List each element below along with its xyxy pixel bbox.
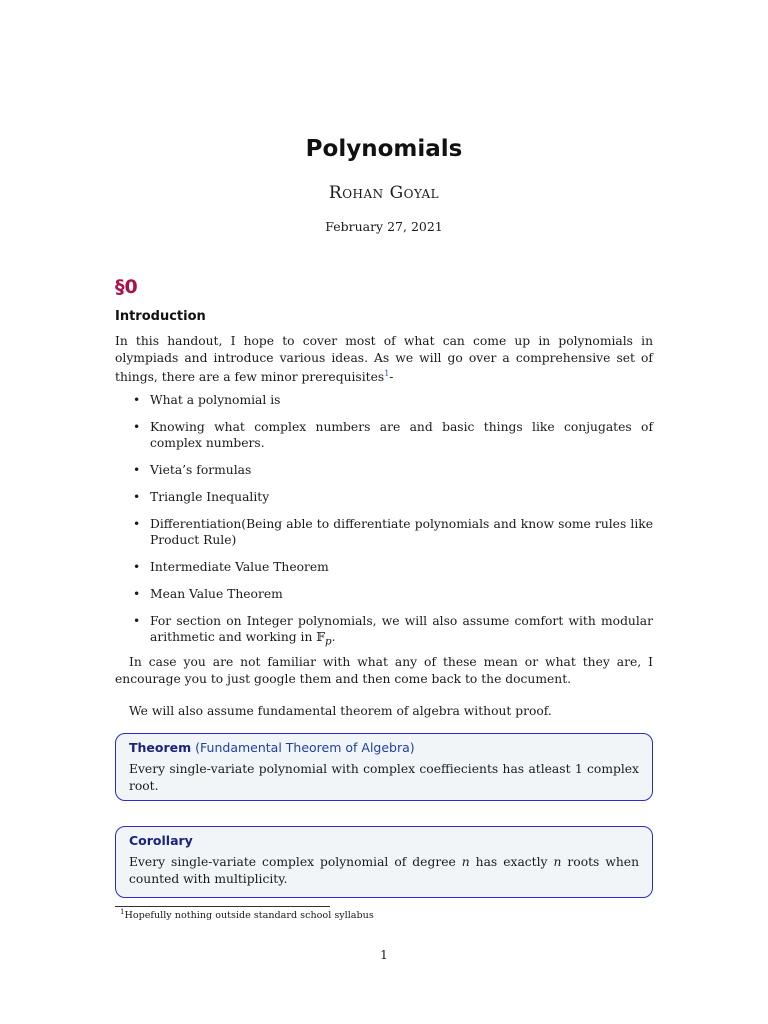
corollary-text bbox=[116, 851, 652, 887]
list-item: • Differentiation(Being able to differentiate polynomials and know some rules like Product Rule) bbox=[115, 516, 653, 549]
list-item: • Intermediate Value Theorem bbox=[115, 559, 653, 576]
list-item-end: . bbox=[331, 630, 336, 645]
author-name: Rohan Goyal bbox=[328, 183, 440, 203]
theorem-label: Theorem bbox=[129, 740, 192, 755]
math-variable: n bbox=[461, 855, 470, 869]
footnote bbox=[120, 908, 374, 921]
paragraph: We will also assume fundamental theorem of algebra without proof. bbox=[129, 704, 552, 718]
list-item: • What a polynomial is bbox=[115, 392, 653, 409]
corollary-text-part: roots when counted with multiplicity. bbox=[129, 855, 639, 886]
list-item: • Mean Value Theorem bbox=[115, 586, 653, 603]
list-item: • Vieta’s formulas bbox=[115, 462, 653, 479]
page-number: 1 bbox=[380, 948, 388, 962]
list-item: • Knowing what complex numbers are and basic things like conjugates of complex numbers. bbox=[115, 419, 653, 452]
corollary-heading bbox=[116, 827, 652, 851]
intro-text: In this handout, I hope to cover most of what can come up in polynomials in olympiads and introduce various ideas. As we will go over a comprehensive set of things, there are a few minor prerequisites bbox=[115, 334, 653, 385]
list-item-text: For section on Integer polynomials, we will also assume comfort with modular arithmetic and working in bbox=[150, 613, 653, 645]
field-subscript: p bbox=[325, 635, 332, 648]
document-date: February 27, 2021 bbox=[325, 219, 443, 234]
theorem-heading bbox=[116, 734, 652, 758]
corollary-text-part: has exactly bbox=[469, 855, 554, 869]
intro-paragraph bbox=[115, 333, 653, 386]
list-item: • Triangle Inequality bbox=[115, 489, 653, 506]
footnote-text: Hopefully nothing outside standard school syllabus bbox=[124, 910, 374, 921]
math-variable: n bbox=[553, 855, 562, 869]
section-number: §0 bbox=[115, 276, 138, 298]
prerequisite-list bbox=[115, 392, 653, 660]
theorem-name: (Fundamental Theorem of Algebra) bbox=[195, 740, 415, 755]
theorem-text: Every single-variate polynomial with complex coeffiecients has atleast 1 complex root. bbox=[129, 762, 639, 793]
footnote-link[interactable]: 1 bbox=[384, 369, 390, 379]
corollary-box bbox=[115, 826, 653, 898]
footnote-rule bbox=[115, 906, 330, 907]
corollary-text-part: Every single-variate complex polynomial of degree bbox=[129, 855, 462, 869]
finite-field-symbol: 𝔽 bbox=[316, 630, 326, 645]
intro-suffix: - bbox=[389, 370, 394, 385]
list-item bbox=[115, 613, 653, 651]
subsection-title: Introduction bbox=[115, 309, 206, 324]
document-title: Polynomials bbox=[305, 136, 463, 162]
theorem-box bbox=[115, 733, 653, 801]
corollary-label: Corollary bbox=[129, 833, 193, 848]
paragraph: In case you are not familiar with what any of these mean or what they are, I encourage you to just google them and then come back to the document. bbox=[115, 655, 653, 686]
footnote-mark: 1 bbox=[120, 908, 125, 916]
